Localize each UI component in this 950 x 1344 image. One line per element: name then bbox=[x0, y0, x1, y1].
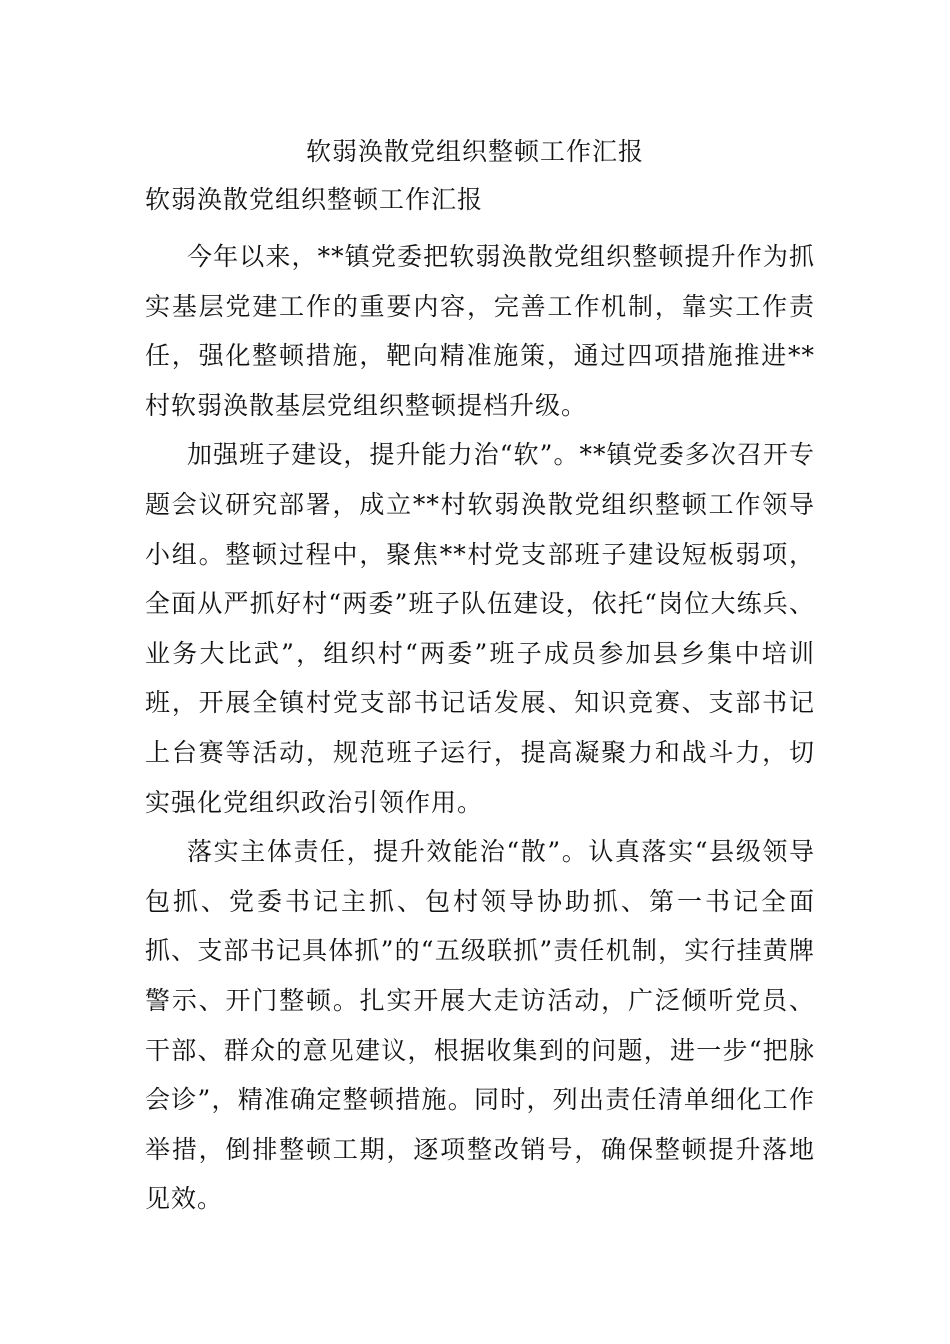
paragraph-team-building: 加强班子建设，提升能力治“软”。**镇党委多次召开专题会议研究部署，成立**村软弱涣散党组织整顿工作领导小组。整顿过程中，聚焦**村党支部班子建设短板弱项，全面从严抓好村“两委”班子队伍建设，依托“岗位大练兵、业务大比武”，组织村“两委”班子成员参加县乡集中培训班，开展全镇村党支部书记话发展、知识竞赛、支部书记上台赛等活动，规范班子运行，提高凝聚力和战斗力，切实强化党组织政治引领作用。 bbox=[145, 440, 815, 817]
paragraph-responsibility: 落实主体责任，提升效能治“散”。认真落实“县级领导包抓、党委书记主抓、包村领导协助抓、第一书记全面抓、支部书记具体抓”的“五级联抓”责任机制，实行挂黄牌警示、开门整顿。扎实开展大走访活动，广泛倾听党员、干部、群众的意见建议，根据收集到的问题，进一步“把脉会诊”，精准确定整顿措施。同时，列出责任清单细化工作举措，倒排整顿工期，逐项整改销号，确保整顿提升落地见效。 bbox=[145, 837, 815, 1214]
document-subtitle: 软弱涣散党组织整顿工作汇报 bbox=[145, 185, 484, 214]
paragraph-intro: 今年以来，**镇党委把软弱涣散党组织整顿提升作为抓实基层党建工作的重要内容，完善工作机制，靠实工作责任，强化整顿措施，靶向精准施策，通过四项措施推进**村软弱涣散基层党组织整顿提档升级。 bbox=[145, 242, 815, 420]
document-body bbox=[145, 232, 815, 1224]
document-title: 软弱涣散党组织整顿工作汇报 bbox=[305, 137, 644, 166]
